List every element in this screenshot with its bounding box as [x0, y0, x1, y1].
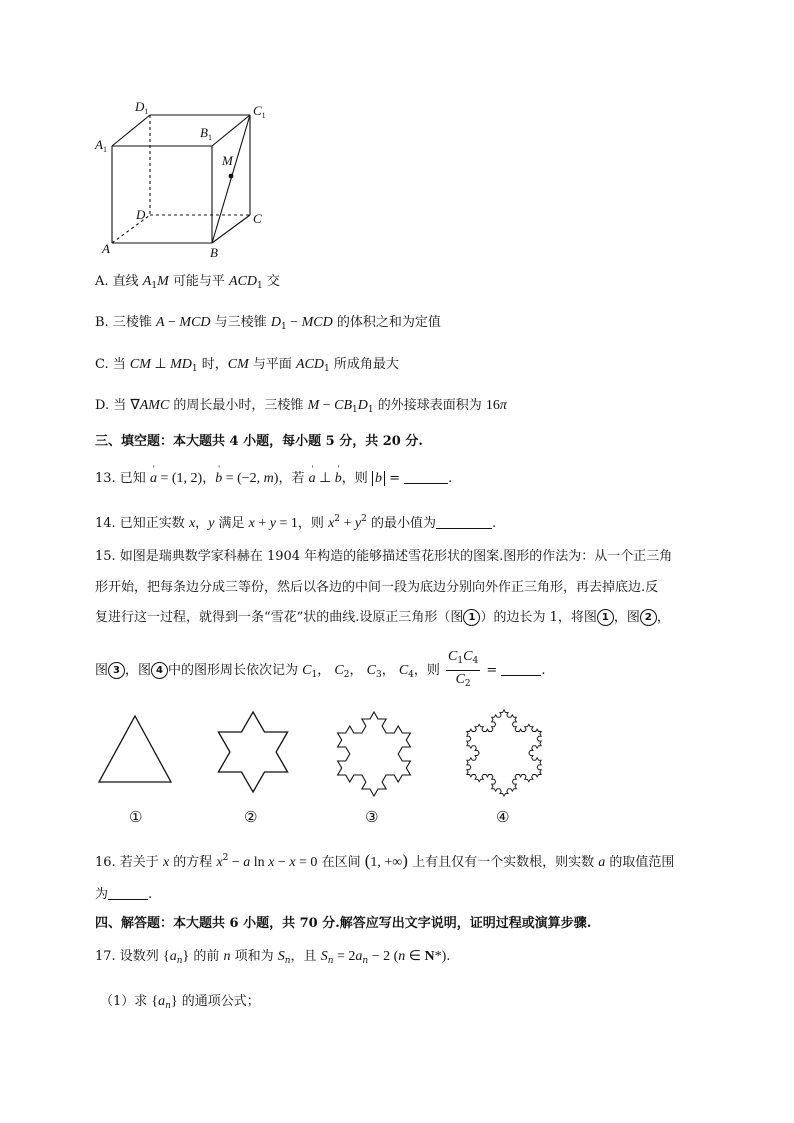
question-14: 14. 已知正实数 x，y 满足 x + y = 1，则 $x^2 + y^2$ 的最小值为 . — [95, 514, 497, 531]
svg-text:M: M — [222, 153, 233, 168]
option-d: D. 当 ∇AMC 的周长最小时，三棱锥 $M - CB_1D_1$ 的外接球表面积为 16π — [95, 398, 507, 415]
svg-text:C: C — [253, 211, 262, 226]
svg-text:D1: $D_1$ — [135, 99, 149, 116]
koch-figure-2 — [213, 705, 293, 797]
question-15-line-2: 形开始，把每条边分成三等份，然后以各边的中间一段为底边分别向外作正三角形，再去掉底边.反 — [95, 580, 659, 595]
svg-text:A1: $A_1$ — [95, 137, 107, 154]
question-17-part-1: （1）求 $\{a_n\}$ 的通项公式； — [100, 994, 260, 1011]
caption-1: ① — [129, 808, 143, 826]
question-15-line-4: 图 3 ，图 4 中的图形周长依次记为 $C_1$， $C_2$， $C_3$， $C_4$，则 $\frac{C_1C_4}{C_2}$ = . — [95, 649, 546, 689]
svg-text:B: B — [210, 245, 218, 260]
question-16-line-2: 为 . — [95, 887, 153, 902]
caption-3: ③ — [365, 808, 379, 826]
question-15-line-1: 15. 如图是瑞典数学家科赫在 1904 年构造的能够描述雪花形状的图案.图形的作法为：从一个正三角 — [95, 549, 673, 564]
section-4-title: 四、解答题：本大题共 6 小题，共 70 分.解答应写出文字说明，证明过程或演算步骤. — [95, 916, 592, 931]
option-a: A. 直线 $A_1M$ 可能与平 $ACD_1$ 交 — [95, 274, 280, 291]
svg-text:D: D — [136, 207, 146, 222]
svg-text:B1: $B_1$ — [200, 125, 212, 142]
option-b: B. 三棱锥 A − MCD 与三棱锥 $D_1$ − MCD 的体积之和为定值 — [95, 315, 441, 332]
caption-4: ④ — [496, 808, 510, 826]
option-c: C. 当 CM ⊥ $MD_1$ 时，CM 与平面 $ACD_1$ 所成角最大 — [95, 357, 399, 374]
koch-figure-1 — [95, 710, 175, 790]
section-3-title: 三、填空题：本大题共 4 小题，每小题 5 分，共 20 分. — [95, 434, 423, 449]
question-16-line-1: 16. 若关于 x 的方程 $x^2 - a$ ln x − x = 0 在区间 (1, +∞) 上有且仅有一个实数根，则实数 a 的取值范围 — [95, 851, 675, 870]
question-13: 13. 已知 ' a = (1, 2)，' b = (−2, m)，若 ' a ⊥ ' b，则 b = . — [95, 469, 452, 488]
koch-figure-4 — [460, 703, 548, 801]
svg-text:A: A — [102, 241, 110, 256]
koch-figure-3 — [330, 705, 418, 801]
question-17: 17. 设数列 $\{a_n\}$ 的前 n 项和为 $S_n$，且 $S_n = 2a_n - 2$ (n ∈ N*). — [95, 949, 451, 966]
svg-text:C1: $C_1$ — [253, 103, 266, 120]
question-15-line-3: 复进行这一过程，就得到一条“雪花”状的曲线.设原正三角形（图 1 ）的边长为 1，将图 1 ，图 2 ， — [95, 610, 670, 625]
cube-figure — [90, 95, 280, 265]
caption-2: ② — [244, 808, 258, 826]
